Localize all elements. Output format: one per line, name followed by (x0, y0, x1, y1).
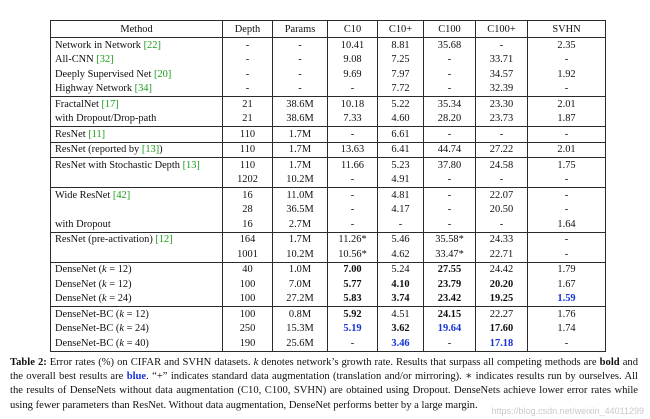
col-header-depth: Depth (223, 21, 273, 38)
svhn-cell: - (528, 53, 606, 68)
col-header-c10-plus: C10+ (378, 21, 424, 38)
c10-cell: - (328, 336, 378, 351)
table-row (51, 127, 606, 143)
method-cell (51, 173, 223, 188)
c100-cell: - (424, 203, 476, 218)
c100-cell: 35.68 (424, 38, 476, 53)
c10-cell: 7.33 (328, 112, 378, 127)
c10-plus-cell: 6.61 (378, 127, 424, 143)
params-cell: 27.2M (273, 292, 328, 307)
c10-cell: 9.08 (328, 53, 378, 68)
results-table-container (50, 20, 605, 352)
params-cell: 25.6M (273, 336, 328, 351)
caption-text-2: denotes network’s growth rate. Results that surpass all competing methods are (258, 357, 600, 368)
c100-plus-cell: 19.25 (476, 292, 528, 307)
c100-cell: - (424, 53, 476, 68)
citation-link[interactable]: [42] (112, 189, 131, 201)
table-row (51, 38, 606, 53)
params-cell: 1.7M (273, 142, 328, 158)
col-header-c100: C100 (424, 21, 476, 38)
method-cell (51, 97, 223, 112)
col-header-svhn: SVHN (528, 21, 606, 38)
method-cell (51, 112, 223, 127)
method-cell (51, 158, 223, 173)
depth-cell: 110 (223, 142, 273, 158)
method-name: DenseNet-BC (k = 40) (55, 337, 149, 349)
depth-cell: 164 (223, 232, 273, 247)
table-caption (10, 356, 638, 413)
table-row (51, 188, 606, 203)
params-cell: 10.2M (273, 173, 328, 188)
c10-plus-cell: 4.91 (378, 173, 424, 188)
table-row (51, 67, 606, 82)
c10-plus-cell: 5.23 (378, 158, 424, 173)
method-cell (51, 67, 223, 82)
svhn-cell: 1.64 (528, 217, 606, 232)
params-cell: 7.0M (273, 277, 328, 292)
svhn-cell: - (528, 82, 606, 97)
method-name: DenseNet (k = 24) (55, 293, 132, 305)
c10-cell: 11.26* (328, 232, 378, 247)
c10-plus-cell: 3.62 (378, 322, 424, 337)
caption-blue-word: blue (126, 371, 147, 383)
c10-cell: 5.92 (328, 307, 378, 322)
c10-plus-cell: - (378, 217, 424, 232)
table-row (51, 112, 606, 127)
table-body (51, 38, 606, 352)
c10-cell: 10.41 (328, 38, 378, 53)
c100-cell: 23.42 (424, 292, 476, 307)
depth-cell: 250 (223, 322, 273, 337)
method-name: DenseNet (k = 12) (55, 264, 132, 276)
depth-cell: 21 (223, 112, 273, 127)
method-name: ResNet with Stochastic Depth (55, 159, 183, 171)
c100-plus-cell: - (476, 173, 528, 188)
method-name: with Dropout (55, 218, 111, 230)
c10-plus-cell: 4.10 (378, 277, 424, 292)
c100-cell: 24.15 (424, 307, 476, 322)
depth-cell: 16 (223, 188, 273, 203)
c100-plus-cell: 23.30 (476, 97, 528, 112)
c10-plus-cell: 5.22 (378, 97, 424, 112)
c100-cell: - (424, 217, 476, 232)
method-name: Deeply Supervised Net (55, 68, 154, 80)
svhn-cell: 2.35 (528, 38, 606, 53)
params-cell: - (273, 53, 328, 68)
caption-text-3: and the overall best results are (10, 357, 638, 383)
citation-link[interactable]: [11] (88, 128, 106, 140)
depth-cell: 1202 (223, 173, 273, 188)
c100-cell: 19.64 (424, 322, 476, 337)
c10-plus-cell: 7.25 (378, 53, 424, 68)
depth-cell: 1001 (223, 247, 273, 262)
c100-cell: - (424, 127, 476, 143)
depth-cell: 16 (223, 217, 273, 232)
method-cell (51, 142, 223, 158)
depth-cell: - (223, 53, 273, 68)
col-header-params: Params (273, 21, 328, 38)
c100-plus-cell: - (476, 38, 528, 53)
method-cell (51, 277, 223, 292)
svhn-cell: 2.01 (528, 97, 606, 112)
caption-k: k (253, 357, 259, 368)
method-name: DenseNet-BC (k = 12) (55, 308, 149, 320)
c10-plus-cell: 4.81 (378, 188, 424, 203)
caption-text-1: Error rates (%) on CIFAR and SVHN datasets. (46, 357, 254, 368)
depth-cell: - (223, 67, 273, 82)
params-cell: 1.0M (273, 262, 328, 277)
method-suffix: ) (159, 144, 163, 156)
col-header-c10: C10 (328, 21, 378, 38)
svhn-cell: 2.01 (528, 142, 606, 158)
method-name: Highway Network (55, 83, 135, 95)
citation-link[interactable]: [22] (143, 39, 161, 51)
c100-cell: - (424, 188, 476, 203)
svhn-cell: 1.79 (528, 262, 606, 277)
c100-plus-cell: 22.27 (476, 307, 528, 322)
depth-cell: - (223, 38, 273, 53)
svhn-cell: - (528, 336, 606, 351)
c100-plus-cell: 17.18 (476, 336, 528, 351)
c100-plus-cell: 23.73 (476, 112, 528, 127)
svhn-cell: 1.74 (528, 322, 606, 337)
table-row (51, 142, 606, 158)
citation-link[interactable]: [17] (101, 98, 119, 110)
c10-plus-cell: 3.46 (378, 336, 424, 351)
method-cell (51, 322, 223, 337)
c10-plus-cell: 6.41 (378, 142, 424, 158)
table-row (51, 203, 606, 218)
method-name: DenseNet (k = 12) (55, 278, 132, 290)
params-cell: 36.5M (273, 203, 328, 218)
table-row (51, 262, 606, 277)
table-row (51, 247, 606, 262)
table-row (51, 97, 606, 112)
params-cell: 1.7M (273, 232, 328, 247)
c100-cell: 35.58* (424, 232, 476, 247)
results-table (50, 20, 606, 352)
c10-cell: - (328, 127, 378, 143)
c100-plus-cell: 24.58 (476, 158, 528, 173)
c10-cell: - (328, 217, 378, 232)
method-cell (51, 232, 223, 247)
c100-plus-cell: 24.42 (476, 262, 528, 277)
c10-plus-cell: 8.81 (378, 38, 424, 53)
method-cell (51, 336, 223, 351)
depth-cell: 100 (223, 307, 273, 322)
c10-plus-cell: 5.24 (378, 262, 424, 277)
citation-link[interactable]: [20] (153, 68, 172, 80)
method-name: FractalNet (55, 98, 102, 110)
method-cell (51, 188, 223, 203)
table-row (51, 82, 606, 97)
params-cell: 15.3M (273, 322, 328, 337)
c10-cell: 5.83 (328, 292, 378, 307)
c100-plus-cell: 20.50 (476, 203, 528, 218)
caption-text-4: . “+” indicates standard data augmentation (translation and/or mirroring). ∗ indicates results run by ourselves. All the results of DenseNets without data augmentation (C10, C100, SVHN) are obtained using Dropout. DenseNets achieve lower error rates while using fewer parameters than ResNet. Without data augmentation, DenseNet performs better by a large margin. (10, 371, 638, 411)
method-name: ResNet (reported by (55, 144, 142, 156)
c10-plus-cell: 7.72 (378, 82, 424, 97)
depth-cell: 21 (223, 97, 273, 112)
method-name: Network in Network (55, 39, 144, 51)
c10-cell: 5.19 (328, 322, 378, 337)
citation-link[interactable]: [13] (182, 159, 200, 171)
c10-cell: 5.77 (328, 277, 378, 292)
method-name: DenseNet-BC (k = 24) (55, 323, 149, 335)
method-cell (51, 127, 223, 143)
method-cell (51, 82, 223, 97)
c100-cell: 27.55 (424, 262, 476, 277)
c100-plus-cell: 17.60 (476, 322, 528, 337)
c10-plus-cell: 4.51 (378, 307, 424, 322)
depth-cell: 100 (223, 277, 273, 292)
depth-cell: 190 (223, 336, 273, 351)
svhn-cell: 1.76 (528, 307, 606, 322)
table-row (51, 336, 606, 351)
c10-cell: 10.18 (328, 97, 378, 112)
c10-cell: 11.66 (328, 158, 378, 173)
table-row (51, 173, 606, 188)
method-cell (51, 292, 223, 307)
method-name: Wide ResNet (55, 189, 113, 201)
table-row (51, 217, 606, 232)
c100-cell: 35.34 (424, 97, 476, 112)
c10-cell: 7.00 (328, 262, 378, 277)
c10-cell: 13.63 (328, 142, 378, 158)
c100-plus-cell: 22.71 (476, 247, 528, 262)
c100-cell: 28.20 (424, 112, 476, 127)
method-name: ResNet (pre-activation) (55, 234, 156, 246)
depth-cell: 40 (223, 262, 273, 277)
c100-cell: 33.47* (424, 247, 476, 262)
table-row (51, 307, 606, 322)
c100-cell: 44.74 (424, 142, 476, 158)
table-row (51, 53, 606, 68)
c100-plus-cell: 32.39 (476, 82, 528, 97)
c100-plus-cell: 22.07 (476, 188, 528, 203)
method-cell (51, 307, 223, 322)
citation-link[interactable]: [12] (155, 234, 173, 246)
c10-plus-cell: 3.74 (378, 292, 424, 307)
svhn-cell: 1.92 (528, 67, 606, 82)
params-cell: - (273, 82, 328, 97)
method-cell (51, 38, 223, 53)
c10-cell: - (328, 203, 378, 218)
svhn-cell: - (528, 203, 606, 218)
c100-cell: - (424, 67, 476, 82)
citation-link[interactable]: [32] (96, 54, 114, 66)
params-cell: - (273, 67, 328, 82)
method-cell (51, 53, 223, 68)
depth-cell: 110 (223, 158, 273, 173)
col-header-c100-plus: C100+ (476, 21, 528, 38)
c100-plus-cell: 20.20 (476, 277, 528, 292)
c10-plus-cell: 7.97 (378, 67, 424, 82)
depth-cell: 110 (223, 127, 273, 143)
c100-plus-cell: 34.57 (476, 67, 528, 82)
c100-cell: - (424, 173, 476, 188)
method-cell (51, 203, 223, 218)
table-row (51, 158, 606, 173)
c100-cell: 37.80 (424, 158, 476, 173)
c100-plus-cell: 27.22 (476, 142, 528, 158)
c100-plus-cell: - (476, 127, 528, 143)
c100-plus-cell: 33.71 (476, 53, 528, 68)
method-cell (51, 247, 223, 262)
params-cell: 2.7M (273, 217, 328, 232)
params-cell: - (273, 38, 328, 53)
params-cell: 38.6M (273, 97, 328, 112)
params-cell: 0.8M (273, 307, 328, 322)
c100-cell: 23.79 (424, 277, 476, 292)
svhn-cell: - (528, 127, 606, 143)
svhn-cell: - (528, 188, 606, 203)
c10-cell: 9.69 (328, 67, 378, 82)
params-cell: 1.7M (273, 127, 328, 143)
svhn-cell: - (528, 173, 606, 188)
method-name: ResNet (55, 128, 89, 140)
params-cell: 10.2M (273, 247, 328, 262)
svhn-cell: - (528, 232, 606, 247)
citation-link[interactable]: [34] (134, 83, 152, 95)
table-row (51, 232, 606, 247)
c10-plus-cell: 4.62 (378, 247, 424, 262)
c10-cell: - (328, 173, 378, 188)
params-cell: 11.0M (273, 188, 328, 203)
caption-label: Table 2: (10, 357, 47, 368)
table-row (51, 277, 606, 292)
depth-cell: 28 (223, 203, 273, 218)
col-header-method: Method (51, 21, 223, 38)
c100-plus-cell: - (476, 217, 528, 232)
table-row (51, 292, 606, 307)
params-cell: 1.7M (273, 158, 328, 173)
c100-plus-cell: 24.33 (476, 232, 528, 247)
method-cell (51, 262, 223, 277)
svhn-cell: 1.59 (528, 292, 606, 307)
citation-link[interactable]: [13] (141, 144, 160, 156)
caption-bold-word: bold (599, 357, 620, 368)
method-name: All-CNN (55, 54, 97, 66)
c10-cell: 10.56* (328, 247, 378, 262)
c100-cell: - (424, 336, 476, 351)
c10-plus-cell: 4.17 (378, 203, 424, 218)
svhn-cell: 1.87 (528, 112, 606, 127)
method-cell (51, 217, 223, 232)
watermark: https://blog.csdn.net/weixin_44011299 (491, 406, 644, 416)
c10-plus-cell: 5.46 (378, 232, 424, 247)
depth-cell: - (223, 82, 273, 97)
c10-cell: - (328, 82, 378, 97)
svhn-cell: - (528, 247, 606, 262)
header-row (51, 21, 606, 38)
c100-cell: - (424, 82, 476, 97)
method-name: with Dropout/Drop-path (55, 113, 157, 125)
svhn-cell: 1.75 (528, 158, 606, 173)
table-row (51, 322, 606, 337)
depth-cell: 100 (223, 292, 273, 307)
c10-plus-cell: 4.60 (378, 112, 424, 127)
params-cell: 38.6M (273, 112, 328, 127)
svhn-cell: 1.67 (528, 277, 606, 292)
c10-cell: - (328, 188, 378, 203)
